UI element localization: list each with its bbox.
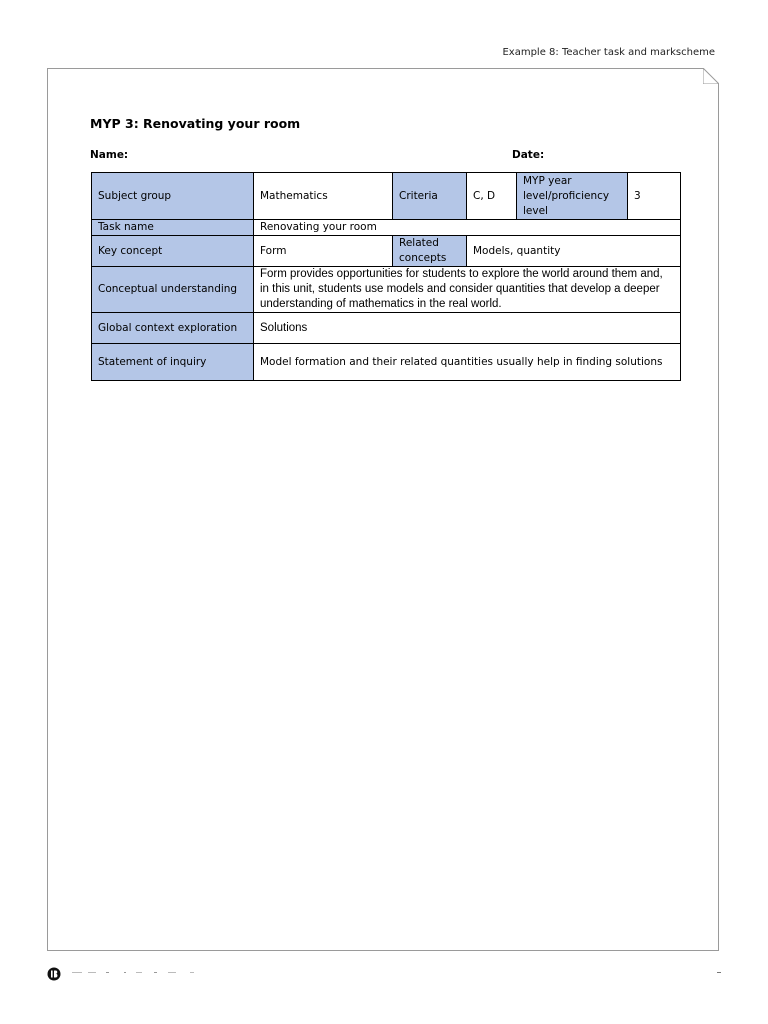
table-row bbox=[92, 267, 681, 313]
conceptual-understanding-label: Conceptual understanding bbox=[92, 267, 254, 313]
related-concepts-label: Related concepts bbox=[393, 236, 467, 267]
running-header: Example 8: Teacher task and markscheme bbox=[502, 47, 715, 58]
date-label: Date: bbox=[512, 149, 545, 161]
footer-decoration bbox=[72, 972, 202, 974]
related-concepts-value: Models, quantity bbox=[467, 236, 681, 267]
myp-year-label: MYP year level/proficiency level bbox=[517, 173, 628, 220]
table-row bbox=[92, 236, 681, 267]
task-details-table bbox=[91, 172, 681, 381]
global-context-value: Solutions bbox=[254, 313, 681, 344]
table-row bbox=[92, 313, 681, 344]
subject-group-value: Mathematics bbox=[254, 173, 393, 220]
page-frame bbox=[47, 68, 719, 951]
task-name-label: Task name bbox=[92, 220, 254, 236]
statement-of-inquiry-label: Statement of inquiry bbox=[92, 344, 254, 381]
page-corner-fold bbox=[703, 68, 719, 84]
name-label: Name: bbox=[90, 149, 129, 161]
key-concept-value: Form bbox=[254, 236, 393, 267]
conceptual-understanding-value: Form provides opportunities for students to explore the world around them and, in this unit, students use models and consider quantities that develop a deeper understanding of mathematics in the real world. bbox=[254, 267, 681, 313]
key-concept-label: Key concept bbox=[92, 236, 254, 267]
ib-logo-icon bbox=[47, 967, 61, 981]
subject-group-label: Subject group bbox=[92, 173, 254, 220]
table-row bbox=[92, 173, 681, 220]
statement-of-inquiry-value: Model formation and their related quantities usually help in finding solutions bbox=[254, 344, 681, 381]
criteria-value: C, D bbox=[467, 173, 517, 220]
task-name-value: Renovating your room bbox=[254, 220, 681, 236]
table-row bbox=[92, 344, 681, 381]
footer-page-mark bbox=[717, 972, 721, 973]
myp-year-value: 3 bbox=[628, 173, 681, 220]
table-row bbox=[92, 220, 681, 236]
document-title: MYP 3: Renovating your room bbox=[90, 116, 301, 131]
criteria-label: Criteria bbox=[393, 173, 467, 220]
global-context-label: Global context exploration bbox=[92, 313, 254, 344]
